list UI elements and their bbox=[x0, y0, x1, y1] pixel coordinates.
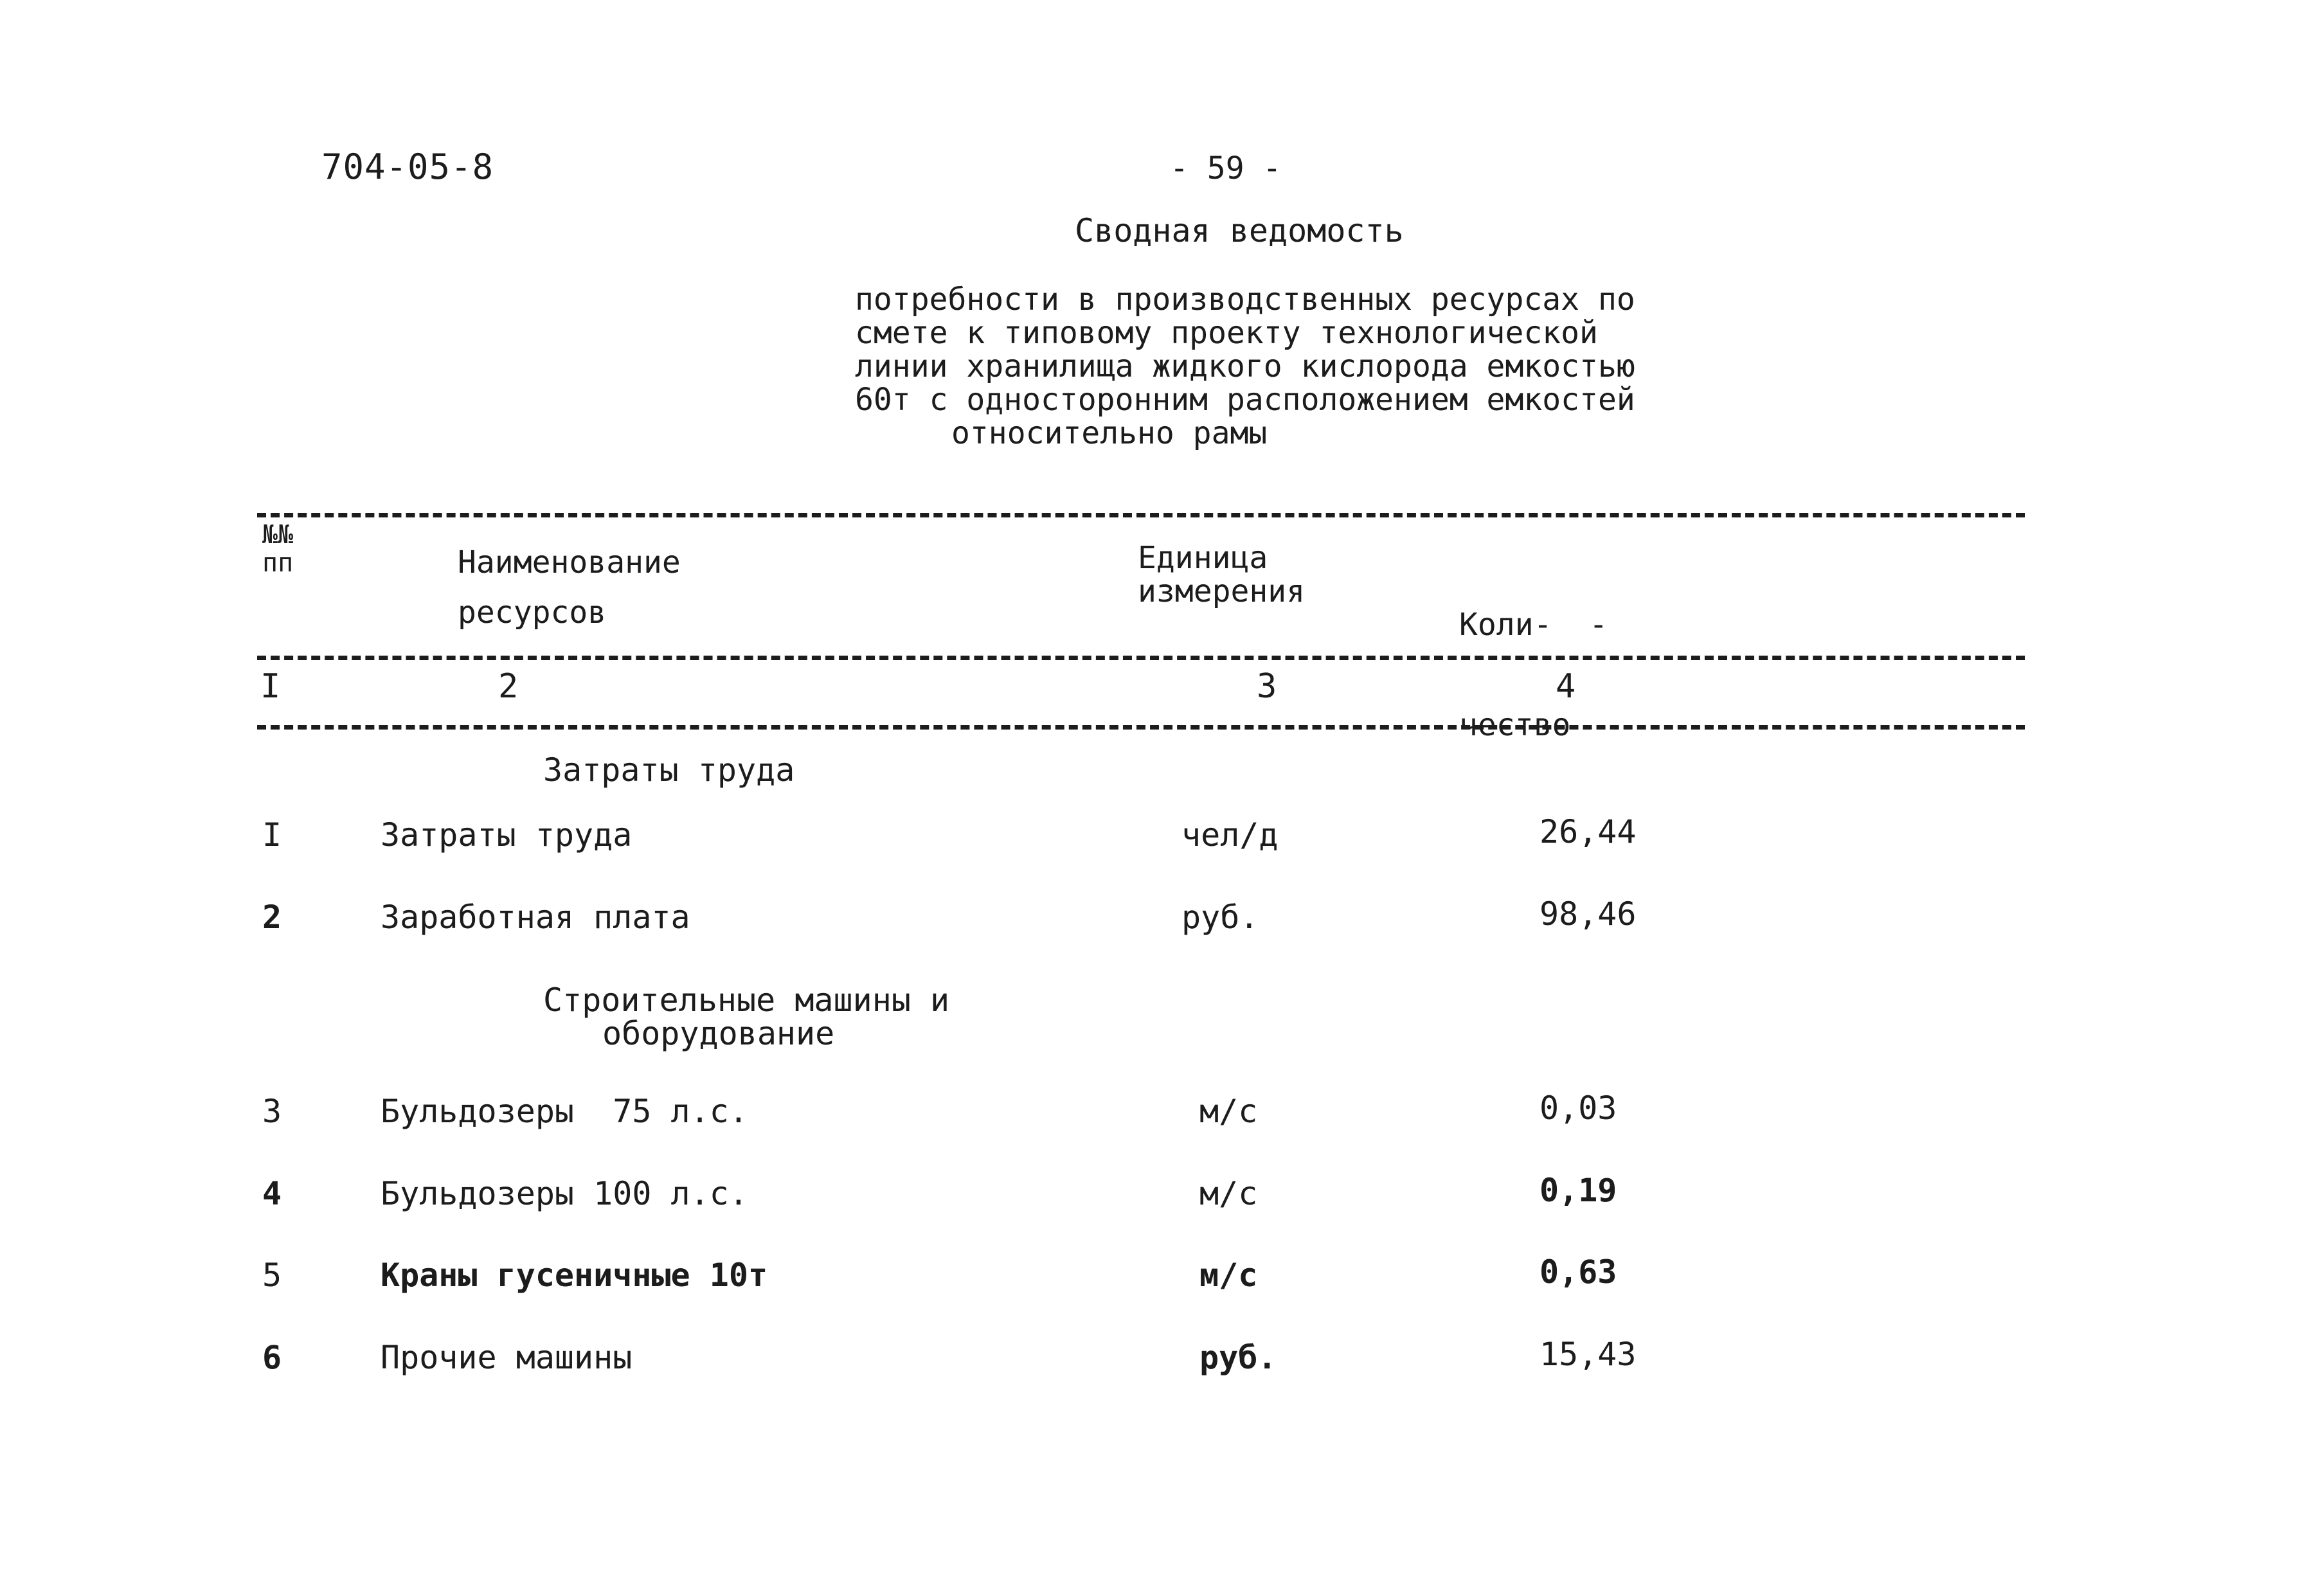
section-title-line: оборудование bbox=[602, 1015, 835, 1052]
page-number: - 59 - bbox=[1170, 150, 1282, 186]
row-name: Бульдозеры 100 л.с. bbox=[381, 1175, 748, 1212]
column-number: 3 bbox=[1257, 667, 1277, 706]
row-quantity: 26,44 bbox=[1540, 813, 1637, 850]
header-col-unit-line: Единица bbox=[1138, 540, 1268, 576]
header-col-qty bbox=[1459, 541, 1608, 809]
column-number: 4 bbox=[1556, 667, 1576, 706]
header-col-name bbox=[458, 537, 681, 638]
header-col-unit bbox=[1138, 541, 1305, 608]
column-number: 2 bbox=[498, 667, 519, 706]
row-name: Прочие машины bbox=[381, 1339, 633, 1376]
row-number: I bbox=[262, 816, 282, 854]
table-rule-top bbox=[257, 513, 2025, 517]
row-quantity: 0,03 bbox=[1540, 1089, 1617, 1127]
row-unit: руб. bbox=[1199, 1339, 1277, 1376]
subtitle-line: линии хранилища жидкого кислорода емкостью bbox=[855, 348, 1635, 384]
row-number: 2 bbox=[262, 899, 282, 936]
column-number: I bbox=[260, 667, 281, 706]
row-quantity: 15,43 bbox=[1540, 1336, 1637, 1373]
row-quantity: 0,19 bbox=[1540, 1172, 1617, 1209]
subtitle-line: 60т с односторонним расположением емкостей bbox=[855, 382, 1635, 418]
header-col-qty-line: чество bbox=[1459, 707, 1571, 743]
document-code: 704-05-8 bbox=[321, 147, 494, 187]
section-title: Затраты труда bbox=[543, 751, 795, 789]
row-number: 6 bbox=[262, 1339, 282, 1376]
subtitle-line: смете к типовому проекту технологической bbox=[855, 315, 1598, 351]
row-number: 3 bbox=[262, 1093, 282, 1130]
row-name: Бульдозеры 75 л.с. bbox=[381, 1093, 748, 1130]
row-name: Краны гусеничные 10т bbox=[381, 1257, 768, 1294]
row-name: Затраты труда bbox=[381, 816, 633, 854]
row-name: Заработная плата bbox=[381, 899, 690, 936]
header-col-qty-line: Коли- - bbox=[1459, 607, 1608, 643]
header-col-number-line: пп bbox=[262, 548, 294, 578]
header-col-number bbox=[262, 521, 293, 577]
table-rule-header bbox=[257, 656, 2025, 660]
row-unit: руб. bbox=[1181, 899, 1259, 936]
row-quantity: 98,46 bbox=[1540, 895, 1637, 933]
header-col-unit-line: измерения bbox=[1138, 573, 1306, 609]
section-title-line: Строительные машины и bbox=[543, 982, 950, 1019]
document-subtitle bbox=[855, 283, 1635, 450]
row-unit: м/с bbox=[1199, 1175, 1258, 1212]
header-col-name-line: Наименование bbox=[458, 544, 681, 580]
subtitle-line: потребности в производственных ресурсах по bbox=[855, 282, 1635, 318]
row-quantity: 0,63 bbox=[1540, 1253, 1617, 1291]
header-col-number-line: №№ bbox=[262, 520, 294, 550]
section-title bbox=[543, 983, 949, 1050]
document-title: Сводная ведомость bbox=[1075, 212, 1404, 249]
row-number: 4 bbox=[262, 1175, 282, 1212]
table-rule-columns bbox=[257, 725, 2025, 730]
row-unit: м/с bbox=[1199, 1093, 1258, 1130]
row-number: 5 bbox=[262, 1257, 282, 1294]
row-unit: м/с bbox=[1199, 1257, 1258, 1294]
row-unit: чел/д bbox=[1181, 816, 1279, 854]
subtitle-line: относительно рамы bbox=[951, 415, 1268, 451]
header-col-name-line: ресурсов bbox=[458, 595, 607, 631]
